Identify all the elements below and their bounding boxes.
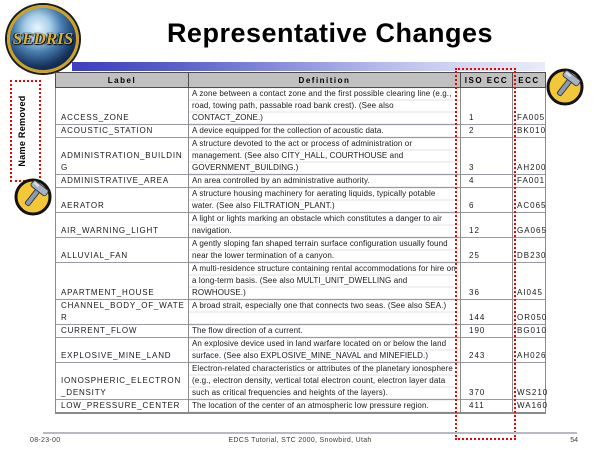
definition-cell: A broad strait, especially one that connects two seas. (See also SEA.) <box>189 300 461 325</box>
footer-date: 08-23-00 <box>30 437 61 444</box>
iso-ecc-cell: 36 <box>461 263 513 300</box>
column-header-ecc: ECC <box>513 73 546 88</box>
label-cell: LOW_PRESSURE_CENTER <box>56 400 189 414</box>
table-row <box>56 338 546 363</box>
definition-cell: A zone between a contact zone and the first possible clearing line (e.g., road, towing path, passable road bank crest). (See also CONTACT_ZONE.) <box>189 88 461 125</box>
footer-divider <box>43 432 577 434</box>
sedris-logo-text: SEDRIS <box>12 29 74 48</box>
label-cell: AIR_WARNING_LIGHT <box>56 213 189 238</box>
table-row <box>56 88 546 125</box>
table-row <box>56 138 546 175</box>
iso-ecc-cell: 4 <box>461 175 513 188</box>
hammer-icon <box>13 177 53 217</box>
table-row <box>56 188 546 213</box>
table-row <box>56 400 546 414</box>
iso-ecc-cell: 144 <box>461 300 513 325</box>
ecc-cell: AH026 <box>513 338 546 363</box>
definition-cell: A device equipped for the collection of acoustic data. <box>189 125 461 138</box>
label-cell: IONOSPHERIC_ELECTRON_DENSITY <box>56 363 189 400</box>
table-row <box>56 213 546 238</box>
definition-cell: An area controlled by an administrative authority. <box>189 175 461 188</box>
footer <box>0 435 600 447</box>
title-underline-bar <box>72 62 545 71</box>
definition-cell: A gently sloping fan shaped terrain surface configuration usually found near the lower termination of a canyon. <box>189 238 461 263</box>
iso-ecc-cell: 243 <box>461 338 513 363</box>
name-removed-label: Name Removed <box>17 95 27 167</box>
ecc-cell: BG010 <box>513 325 546 338</box>
definition-cell: Electron-related characteristics or attributes of the planetary ionosphere (e.g., electron density, vertical total electron count, electron layer data such as critical frequencies and heights of the layers). <box>189 363 461 400</box>
ecc-cell: AI045 <box>513 263 546 300</box>
table-row <box>56 300 546 325</box>
changes-table <box>55 72 549 414</box>
ecc-cell: AC065 <box>513 188 546 213</box>
iso-ecc-cell: 3 <box>461 138 513 175</box>
footer-page-number: 54 <box>570 437 578 444</box>
hammer-icon <box>545 67 585 107</box>
name-removed-callout <box>10 80 41 182</box>
ecc-cell: BK010 <box>513 125 546 138</box>
footer-title: EDCS Tutorial, STC 2000, Snowbird, Utah <box>228 437 372 444</box>
iso-ecc-cell: 411 <box>461 400 513 414</box>
table-row <box>56 363 546 400</box>
ecc-cell: WA160 <box>513 400 546 414</box>
table-row <box>56 125 546 138</box>
iso-ecc-cell: 1 <box>461 88 513 125</box>
iso-ecc-cell: 370 <box>461 363 513 400</box>
iso-ecc-cell: 25 <box>461 238 513 263</box>
ecc-cell: AH200 <box>513 138 546 175</box>
definition-cell: A structure devoted to the act or process of administration or management. (See also CITY_HALL, COURTHOUSE and GOVERNMENT_BUILDING.) <box>189 138 461 175</box>
column-header-iso-ecc: ISO ECC <box>461 73 513 88</box>
label-cell: ACCESS_ZONE <box>56 88 189 125</box>
table-body <box>56 88 549 414</box>
column-header-definition: Definition <box>189 73 461 88</box>
ecc-cell: FA005 <box>513 88 546 125</box>
definition-cell: The location of the center of an atmospheric low pressure region. <box>189 400 461 414</box>
iso-ecc-cell: 12 <box>461 213 513 238</box>
definition-cell: A light or lights marking an obstacle which constitutes a danger to air navigation. <box>189 213 461 238</box>
label-cell: ADMINISTRATIVE_AREA <box>56 175 189 188</box>
ecc-cell: GA065 <box>513 213 546 238</box>
label-cell: AERATOR <box>56 188 189 213</box>
sedris-globe-logo <box>7 5 79 73</box>
definition-cell: The flow direction of a current. <box>189 325 461 338</box>
iso-ecc-cell: 2 <box>461 125 513 138</box>
iso-ecc-cell: 190 <box>461 325 513 338</box>
page-title: Representative Changes <box>166 18 494 48</box>
ecc-cell: FA001 <box>513 175 546 188</box>
table-header-row <box>56 73 546 88</box>
iso-ecc-cell: 6 <box>461 188 513 213</box>
table-row <box>56 325 546 338</box>
column-header-label: Label <box>56 73 189 88</box>
label-cell: CURRENT_FLOW <box>56 325 189 338</box>
label-cell: ACOUSTIC_STATION <box>56 125 189 138</box>
table-row <box>56 238 546 263</box>
definition-cell: A multi-residence structure containing rental accommodations for hire on a long-term basis. (See also MULTI_UNIT_DWELLING and ROWHOUSE.) <box>189 263 461 300</box>
ecc-cell: OR050 <box>513 300 546 325</box>
definition-cell: An explosive device used in land warfare located on or below the land surface. (See also EXPLOSIVE_MINE_NAVAL and MINEFIELD.) <box>189 338 461 363</box>
label-cell: APARTMENT_HOUSE <box>56 263 189 300</box>
table-row <box>56 263 546 300</box>
label-cell: CHANNEL_BODY_OF_WATER <box>56 300 189 325</box>
label-cell: ALLUVIAL_FAN <box>56 238 189 263</box>
label-cell: ADMINISTRATION_BUILDING <box>56 138 189 175</box>
ecc-cell: DB230 <box>513 238 546 263</box>
ecc-cell: WS210 <box>513 363 546 400</box>
label-cell: EXPLOSIVE_MINE_LAND <box>56 338 189 363</box>
table-row <box>56 175 546 188</box>
definition-cell: A structure housing machinery for aerating liquids, typically potable water. (See also FILTRATION_PLANT.) <box>189 188 461 213</box>
